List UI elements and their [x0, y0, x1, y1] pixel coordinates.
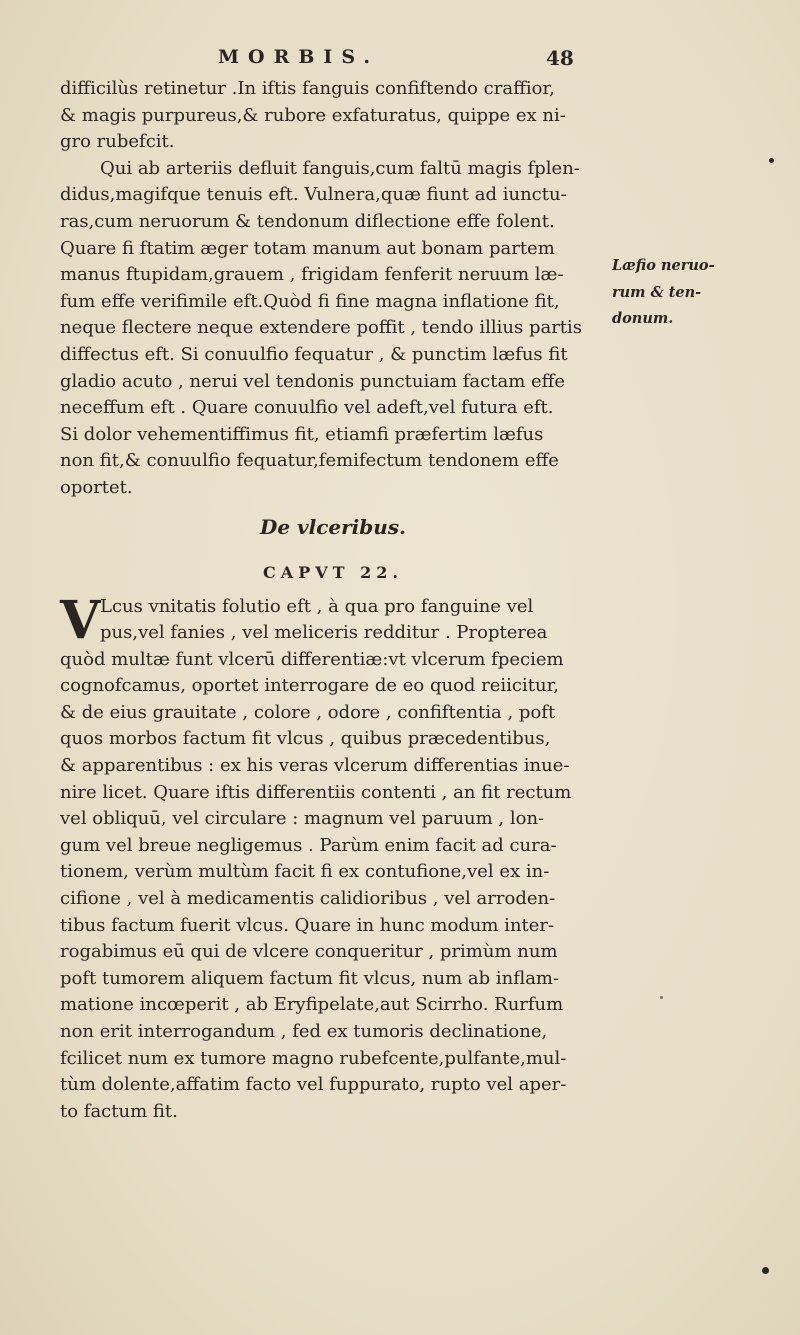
body-line: non fit,& conuulfio fequatur,femifectum tendonem effe [60, 450, 559, 472]
chapter-line: poft tumorem aliquem factum fit vlcus, num ab inflam- [60, 967, 560, 989]
marginal-note [612, 253, 798, 333]
chapter-line: cifione , vel à medicamentis calidioribus , vel arroden- [60, 888, 556, 910]
chapter-line: vel obliquū, vel circulare : magnum vel paruum , lon- [60, 808, 545, 830]
running-head-title: MORBIS. [218, 46, 379, 68]
body-line: neque flectere neque extendere poffit , tendo illius partis [60, 317, 583, 339]
chapter-line: rogabimus eū qui de vlcere conqueritur , primùm num [60, 941, 558, 963]
chapter-line: & apparentibus : ex his veras vlcerum differentias inue- [60, 755, 570, 777]
chapter-line: matione incœperit , ab Eryfipelate,aut Scirrho. Rurfum [60, 994, 564, 1016]
body-line: diffectus eft. Si conuulfio fequatur , & punctim læfus fit [60, 343, 568, 365]
chapter-line: & de eius grauitate , colore , odore , confiftentia , poft [60, 701, 556, 723]
chapter-line: quòd multæ funt vlcerū differentiæ:vt vlcerum fpeciem [60, 648, 564, 670]
main-text-block [60, 76, 606, 1125]
chapter-text [60, 589, 606, 1126]
body-line: Si dolor vehementiffimus fit, etiamfi præfertim læfus [60, 423, 544, 445]
running-head [0, 46, 800, 76]
chapter-line: tùm dolente,affatim facto vel fuppurato, rupto vel aper- [60, 1074, 567, 1096]
body-line: manus ftupidam,grauem , frigidam fenferit neruum læ- [60, 264, 564, 286]
chapter-heading: CAPVT 22. [263, 562, 403, 582]
drop-cap: V [60, 589, 101, 651]
marginal-note-line: Læfio neruo- [612, 257, 715, 274]
chapter-line: tibus factum fuerit vlcus. Quare in hunc modum inter- [60, 914, 555, 936]
chapter-line: nire licet. Quare iftis differentiis contenti , an fit rectum [60, 781, 572, 803]
body-line: didus,magifque tenuis eft. Vulnera,quæ fiunt ad iunctu- [60, 184, 567, 206]
body-line: gro rubefcit. [60, 131, 175, 153]
ink-spot [660, 996, 663, 999]
body-line: Qui ab arteriis defluit fanguis,cum faltū magis fplen- [100, 157, 580, 179]
body-line: oportet. [60, 476, 133, 498]
chapter-line: non erit interrogandum , fed ex tumoris declinatione, [60, 1021, 548, 1042]
body-line: ras,cum neruorum & tendonum diflectione effe folent. [60, 210, 555, 232]
chapter-line: tionem, verùm multùm facit fi ex contufione,vel ex in- [60, 861, 550, 883]
body-paragraphs [60, 76, 606, 502]
ink-spot [762, 1267, 769, 1274]
dropcap-line [60, 620, 606, 647]
body-line: neceffum eft . Quare conuulfio vel adeft,vel futura eft. [60, 397, 554, 419]
page-number: 48 [546, 46, 574, 70]
chapter-line: quos morbos factum fit vlcus , quibus præcedentibus, [60, 728, 551, 750]
body-line: Quare fi ftatim æger totam manum aut bonam partem [60, 237, 555, 259]
chapter-line: to factum fit. [60, 1100, 178, 1122]
body-line: gladio acuto , nerui vel tendonis punctuiam factam effe [60, 370, 566, 392]
marginal-note-line: donum. [612, 310, 674, 328]
body-line: difficilùs retinetur .In iftis fanguis confiftendo craffior, [60, 78, 555, 99]
section-heading: De vlceribus. [259, 514, 407, 539]
chapter-line: gum vel breue negligemus . Parùm enim facit ad cura- [60, 834, 557, 856]
body-line: fum effe verifimile eft.Quòd fi fine magna inflatione fit, [60, 290, 560, 312]
chapter-line: cognofcamus, oportet interrogare de eo quod reiicitur, [60, 675, 559, 697]
body-line: & magis purpureus,& rubore exfaturatus, quippe ex ni- [60, 104, 566, 126]
chapter-line: Lcus vnitatis folutio eft , à qua pro fanguine vel [100, 595, 534, 617]
chapter-line: fcilicet num ex tumore magno rubefcente,pulfante,mul- [60, 1047, 567, 1069]
marginal-note-line: rum & ten- [612, 283, 702, 301]
chapter-line: pus,vel fanies , vel meliceris redditur . Propterea [100, 622, 548, 644]
ink-spot [769, 158, 774, 163]
